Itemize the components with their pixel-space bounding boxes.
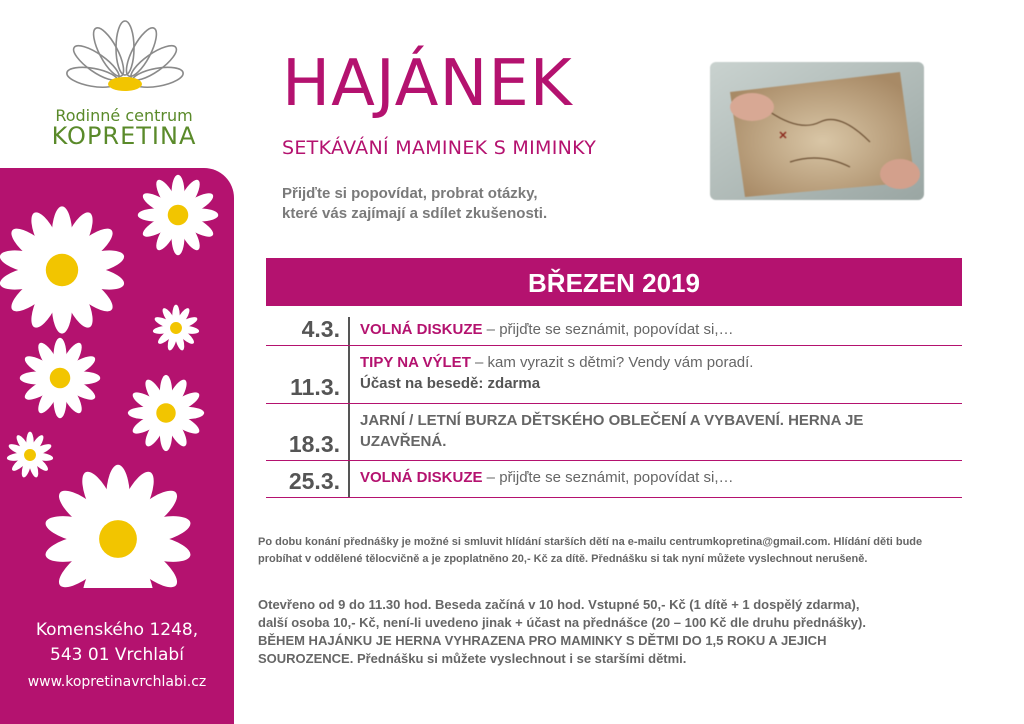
website-link[interactable]: www.kopretinavrchlabi.cz <box>27 674 207 690</box>
daisy-flower-icon <box>6 432 53 479</box>
schedule-table <box>266 317 962 498</box>
page-title: HAJÁNEK <box>282 47 573 121</box>
page-subtitle: SETKÁVÁNÍ MAMINEK S MIMINKY <box>282 137 597 159</box>
logo-name: KOPRETINA <box>51 122 197 150</box>
event-date: 4.3. <box>266 317 350 345</box>
intro-line: Přijďte si popovídat, probrat otázky, <box>282 185 538 202</box>
event-description <box>350 317 734 345</box>
event-topic: TIPY NA VÝLET <box>360 354 471 371</box>
event-description <box>350 346 753 403</box>
babysitting-note: Po dobu konání přednášky je možné si smluvit hlídání starších dětí na e-mailu centrumkopretina@gmail.com. Hlídání děti bude probíhat v oddělené tělocvičně a je zpoplatněno 20,- Kč za dítě. Přednášku si tak nyní můžete vyslechnout nerušeně. <box>258 536 923 565</box>
daisy-decoration-icon <box>0 168 234 588</box>
address-street: Komenského 1248, <box>35 620 199 640</box>
event-topic: VOLNÁ DISKUZE <box>360 469 483 486</box>
daisy-flower-icon <box>20 338 101 419</box>
schedule-row <box>266 346 962 404</box>
daisy-flower-icon <box>152 305 199 352</box>
logo-subtitle: Rodinné centrum <box>55 106 193 125</box>
event-topic: VOLNÁ DISKUZE <box>360 321 483 338</box>
event-date: 18.3. <box>266 404 350 460</box>
daisy-logo-icon <box>30 18 220 108</box>
daisy-flower-icon <box>0 206 126 333</box>
daisy-flower-icon <box>43 465 193 588</box>
hours-line: SOUROZENCE. Přednášku si můžete vyslechnout i se staršími dětmi. <box>258 651 687 666</box>
map-photo <box>710 62 924 200</box>
schedule-row <box>266 317 962 346</box>
hours-line: další osoba 10,- Kč, není-li uvedeno jinak + účast na přednášce (20 – 100 Kč dle druhu přednášky). <box>258 615 866 630</box>
hours-line: Otevřeno od 9 do 11.30 hod. Beseda začíná v 10 hod. Vstupné 50,- Kč (1 dítě + 1 dospělý zdarma), <box>258 597 860 612</box>
daisy-flower-icon <box>128 375 204 451</box>
event-extra: Účast na besedě: zdarma <box>360 375 541 392</box>
schedule-row <box>266 404 962 461</box>
event-text: – přijďte se seznámit, popovídat si,… <box>482 321 734 338</box>
daisy-flower-icon <box>138 175 219 256</box>
logo <box>30 18 220 153</box>
month-banner: BŘEZEN 2019 <box>266 258 962 306</box>
opening-hours <box>258 596 958 668</box>
event-text: – přijďte se seznámit, popovídat si,… <box>482 469 734 486</box>
intro-text <box>282 184 662 224</box>
event-text: – kam vyrazit s dětmi? Vendy vám poradí. <box>470 354 754 371</box>
event-text: JARNÍ / LETNÍ BURZA DĚTSKÉHO OBLEČENÍ A VYBAVENÍ. HERNA JE UZAVŘENÁ. <box>360 412 864 450</box>
sidebar <box>0 168 234 724</box>
event-date: 11.3. <box>266 346 350 403</box>
event-description <box>350 461 734 497</box>
address-city: 543 01 Vrchlabí <box>50 645 184 665</box>
hours-line: BĚHEM HAJÁNKU JE HERNA VYHRAZENA PRO MAMINKY S DĚTMI DO 1,5 ROKU A JEJICH <box>258 633 827 648</box>
schedule-row <box>266 461 962 498</box>
intro-line: které vás zajímají a sdílet zkušenosti. <box>282 205 548 222</box>
event-date: 25.3. <box>266 461 350 497</box>
